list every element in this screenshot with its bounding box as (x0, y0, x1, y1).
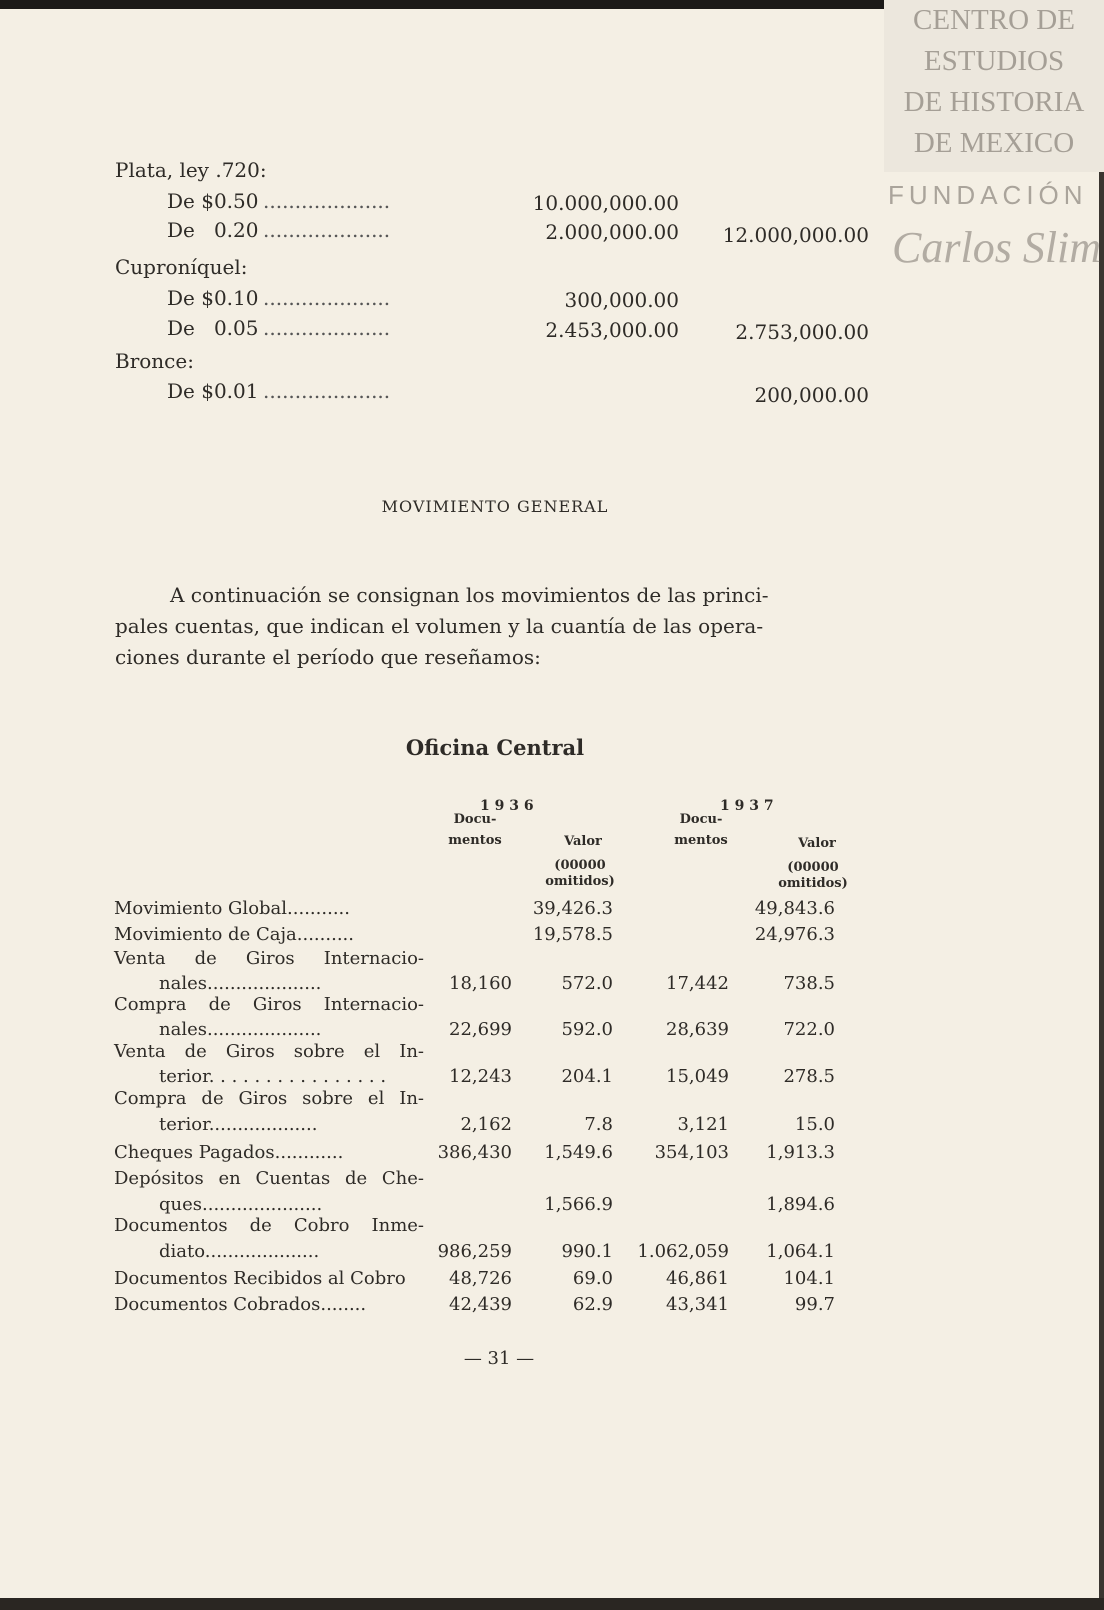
cell-d37: 28,639 (666, 1019, 729, 1040)
omitidos-note-1936 (535, 858, 625, 890)
cell-d37: 43,341 (666, 1294, 729, 1315)
paragraph-line: pales cuentas, que indican el volumen y la cuantía de las opera- (115, 614, 764, 638)
coin-value: 300,000.00 (564, 288, 679, 312)
row-label: Venta de Giros sobre el In- (114, 1041, 424, 1062)
paragraph-line: A continuación se consignan los movimientos de las princi- (170, 583, 769, 607)
coin-total: 12.000,000.00 (722, 223, 869, 247)
year-1937: 1 9 3 7 (720, 798, 774, 814)
cupro-label: Cuproníquel: (115, 255, 248, 279)
row-label: ques..................... (159, 1194, 323, 1215)
coin-row-label: De 0.05 (167, 316, 259, 340)
header-text: mentos (448, 833, 502, 848)
row-label: terior. . . . . . . . . . . . . . . . (159, 1066, 387, 1087)
watermark-line: CENTRO DE (913, 4, 1075, 36)
cell-d36: 386,430 (437, 1142, 512, 1163)
cell-d37: 15,049 (666, 1066, 729, 1087)
header-text: Docu- (679, 812, 723, 827)
section-title: MOVIMIENTO GENERAL (381, 497, 609, 516)
cell-v37: 1,064.1 (766, 1241, 835, 1262)
row-label: Cheques Pagados............ (114, 1142, 344, 1163)
row-label: Documentos Cobrados........ (114, 1294, 367, 1315)
cell-d37: 354,103 (654, 1142, 729, 1163)
year-1936: 1 9 3 6 (480, 798, 534, 814)
omitidos-note-1937 (768, 860, 858, 892)
cell-v37: 99.7 (794, 1294, 835, 1315)
cell-d36: 18,160 (449, 973, 512, 994)
leader-dots: .................... (263, 286, 391, 310)
cell-d36: 2,162 (460, 1114, 512, 1135)
watermark-line: ESTUDIOS (923, 45, 1065, 77)
cell-v36: 990.1 (561, 1241, 613, 1262)
row-label: diato.................... (159, 1241, 320, 1262)
cell-d36: 986,259 (437, 1241, 512, 1262)
docs-header-1936 (440, 812, 510, 848)
cell-v36: 7.8 (584, 1114, 613, 1135)
header-text: Docu- (453, 812, 497, 827)
cell-d37: 1.062,059 (637, 1241, 729, 1262)
cell-d37: 3,121 (677, 1114, 729, 1135)
cell-v37: 1,894.6 (766, 1194, 835, 1215)
cell-v36: 592.0 (561, 1019, 613, 1040)
watermark (884, 0, 1104, 172)
bronce-label: Bronce: (115, 349, 194, 373)
cell-v37: 104.1 (783, 1268, 835, 1289)
table-title: Oficina Central (405, 735, 585, 760)
cell-d36: 42,439 (449, 1294, 512, 1315)
header-text: mentos (674, 833, 728, 848)
coin-row-label: De $0.50 (167, 189, 259, 213)
row-label: Documentos Recibidos al Cobro (114, 1268, 406, 1289)
watermark-line: DE MEXICO (913, 127, 1075, 159)
cell-v36: 204.1 (561, 1066, 613, 1087)
cell-v36: 69.0 (572, 1268, 613, 1289)
header-text: omitidos) (545, 874, 615, 889)
row-label: Movimiento Global........... (114, 898, 350, 919)
leader-dots: .................... (263, 379, 391, 403)
page-number: — 31 — (463, 1348, 535, 1369)
cell-v37: 15.0 (794, 1114, 835, 1135)
cell-v37: 49,843.6 (754, 898, 835, 919)
cell-d36: 22,699 (449, 1019, 512, 1040)
coin-row-label: De $0.10 (167, 286, 259, 310)
paragraph-line: ciones durante el período que reseñamos: (115, 645, 541, 669)
valor-header-1936: Valor (564, 834, 602, 849)
coin-total: 2.753,000.00 (735, 320, 869, 344)
cell-d36: 48,726 (449, 1268, 512, 1289)
row-label: Depósitos en Cuentas de Che- (114, 1168, 424, 1189)
coin-row-label: De 0.20 (167, 218, 259, 242)
cell-v36: 572.0 (561, 973, 613, 994)
row-label: nales.................... (159, 973, 322, 994)
coin-total: 200,000.00 (754, 383, 869, 407)
coin-row-label: De $0.01 (167, 379, 259, 403)
leader-dots: .................... (263, 316, 391, 340)
watermark-line: DE HISTORIA (903, 86, 1085, 118)
cell-v36: 1,549.6 (544, 1142, 613, 1163)
watermark-foundation: FUNDACIÓN (888, 180, 1088, 210)
coin-value: 2.000,000.00 (545, 220, 679, 244)
header-text: (00000 (554, 858, 606, 873)
cell-v36: 39,426.3 (532, 898, 613, 919)
row-label: Movimiento de Caja.......... (114, 924, 354, 945)
docs-header-1937 (666, 812, 736, 848)
row-label: Documentos de Cobro Inme- (114, 1215, 424, 1236)
cell-v36: 1,566.9 (544, 1194, 613, 1215)
cell-v36: 62.9 (572, 1294, 613, 1315)
row-label: terior................... (159, 1114, 318, 1135)
watermark-signature: Carlos Slim (892, 223, 1102, 272)
valor-header-1937: Valor (798, 836, 836, 851)
coin-value: 10.000,000.00 (532, 191, 679, 215)
coin-value: 2.453,000.00 (545, 318, 679, 342)
leader-dots: .................... (263, 189, 391, 213)
leader-dots: .................... (263, 218, 391, 242)
cell-v37: 24,976.3 (754, 924, 835, 945)
row-label: Compra de Giros sobre el In- (114, 1088, 424, 1109)
cell-d37: 17,442 (666, 973, 729, 994)
cell-v37: 722.0 (783, 1019, 835, 1040)
row-label: nales.................... (159, 1019, 322, 1040)
row-label: Venta de Giros Internacio- (114, 948, 424, 969)
header-text: omitidos) (778, 876, 848, 891)
plata-label: Plata, ley .720: (115, 158, 267, 182)
cell-v36: 19,578.5 (532, 924, 613, 945)
cell-v37: 278.5 (783, 1066, 835, 1087)
header-text: (00000 (787, 860, 839, 875)
cell-d36: 12,243 (449, 1066, 512, 1087)
cell-v37: 1,913.3 (766, 1142, 835, 1163)
row-label: Compra de Giros Internacio- (114, 994, 424, 1015)
cell-v37: 738.5 (783, 973, 835, 994)
scan-border-bottom (0, 1598, 1104, 1610)
cell-d37: 46,861 (666, 1268, 729, 1289)
